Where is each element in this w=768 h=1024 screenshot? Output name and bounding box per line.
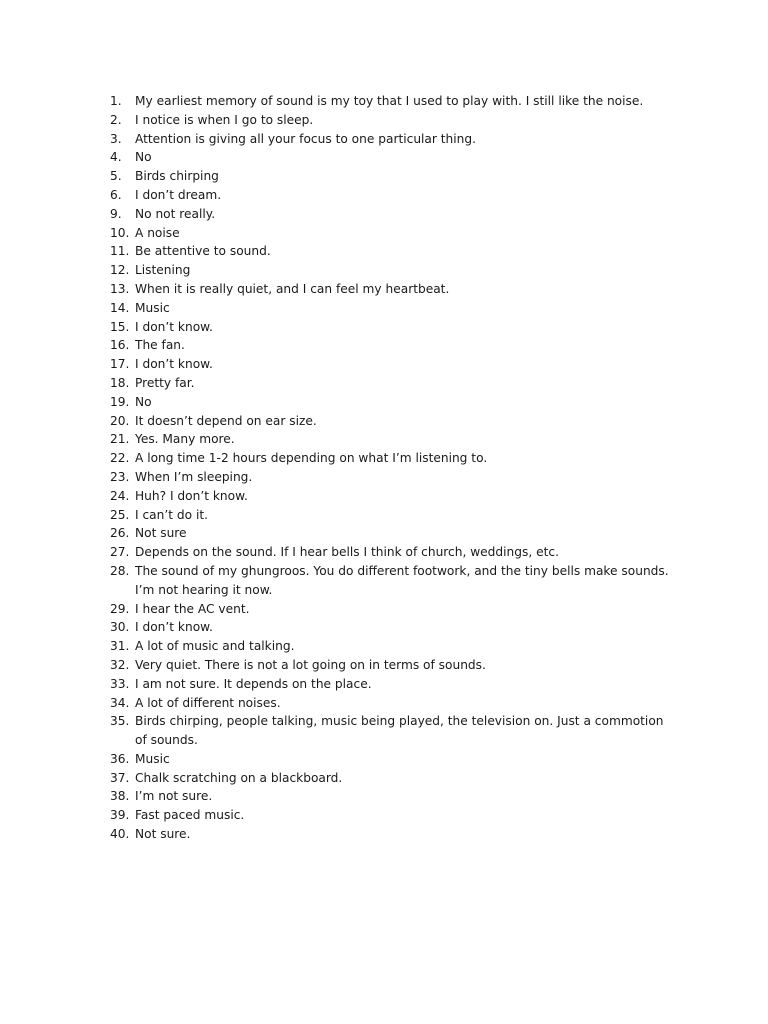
item-text: I hear the AC vent. bbox=[135, 601, 250, 616]
list-item bbox=[110, 261, 670, 280]
item-number: 20. bbox=[110, 413, 130, 428]
item-text: Attention is giving all your focus to one particular thing. bbox=[135, 131, 477, 146]
list-item bbox=[110, 412, 670, 431]
list-item bbox=[110, 205, 670, 224]
list-item bbox=[110, 712, 670, 750]
item-number: 6. bbox=[110, 187, 122, 202]
item-text: I notice is when I go to sleep. bbox=[135, 112, 314, 127]
item-number: 10. bbox=[110, 225, 130, 240]
list-item bbox=[110, 618, 670, 637]
item-number: 26. bbox=[110, 526, 130, 541]
item-number: 30. bbox=[110, 620, 130, 635]
list-item bbox=[110, 355, 670, 374]
item-text: No not really. bbox=[135, 206, 216, 221]
item-number: 16. bbox=[110, 338, 130, 353]
list-item bbox=[110, 600, 670, 619]
item-text: Not sure. bbox=[135, 827, 191, 842]
item-text: Very quiet. There is not a lot going on in terms of sounds. bbox=[135, 657, 486, 672]
answer-list bbox=[110, 92, 670, 844]
item-text: I don’t know. bbox=[135, 319, 213, 334]
list-item bbox=[110, 299, 670, 318]
item-number: 34. bbox=[110, 695, 130, 710]
list-item bbox=[110, 449, 670, 468]
item-number: 38. bbox=[110, 789, 130, 804]
item-number: 1. bbox=[110, 94, 122, 108]
item-text: Pretty far. bbox=[135, 375, 195, 390]
list-item bbox=[110, 318, 670, 337]
list-item bbox=[110, 487, 670, 506]
item-text: I don’t know. bbox=[135, 620, 213, 635]
item-number: 15. bbox=[110, 319, 130, 334]
item-number: 9. bbox=[110, 206, 122, 221]
item-text: A long time 1-2 hours depending on what I’m listening to. bbox=[135, 451, 488, 466]
list-item bbox=[110, 92, 670, 111]
list-item bbox=[110, 280, 670, 299]
list-item bbox=[110, 543, 670, 562]
item-number: 33. bbox=[110, 676, 130, 691]
item-text: I don’t know. bbox=[135, 357, 213, 372]
item-text: A lot of different noises. bbox=[135, 695, 281, 710]
item-text: Yes. Many more. bbox=[135, 432, 235, 447]
item-number: 35. bbox=[110, 714, 130, 729]
list-item bbox=[110, 750, 670, 769]
item-text: I am not sure. It depends on the place. bbox=[135, 676, 372, 691]
item-number: 12. bbox=[110, 263, 130, 278]
item-number: 21. bbox=[110, 432, 130, 447]
item-number: 36. bbox=[110, 751, 130, 766]
item-number: 37. bbox=[110, 770, 130, 785]
item-number: 24. bbox=[110, 488, 130, 503]
list-item bbox=[110, 374, 670, 393]
item-text: No bbox=[135, 150, 152, 165]
item-number: 4. bbox=[110, 150, 122, 165]
item-text: Not sure bbox=[135, 526, 187, 541]
list-item bbox=[110, 242, 670, 261]
item-text: Depends on the sound. If I hear bells I think of church, weddings, etc. bbox=[135, 545, 559, 560]
list-item bbox=[110, 806, 670, 825]
item-text: When I’m sleeping. bbox=[135, 469, 253, 484]
item-number: 32. bbox=[110, 657, 130, 672]
item-text: The fan. bbox=[135, 338, 185, 353]
item-number: 25. bbox=[110, 507, 130, 522]
item-number: 14. bbox=[110, 300, 130, 315]
item-text: The sound of my ghungroos. You do different footwork, and the tiny bells make sounds. I’m not hearing it now. bbox=[135, 563, 669, 597]
list-item bbox=[110, 148, 670, 167]
list-item bbox=[110, 694, 670, 713]
item-number: 17. bbox=[110, 357, 130, 372]
list-item bbox=[110, 656, 670, 675]
list-item bbox=[110, 675, 670, 694]
list-item bbox=[110, 186, 670, 205]
list-item bbox=[110, 130, 670, 149]
item-number: 18. bbox=[110, 375, 130, 390]
item-text: I don’t dream. bbox=[135, 187, 222, 202]
list-item bbox=[110, 524, 670, 543]
list-item bbox=[110, 393, 670, 412]
item-text: A noise bbox=[135, 225, 180, 240]
item-number: 40. bbox=[110, 827, 130, 842]
item-text: Huh? I don’t know. bbox=[135, 488, 248, 503]
list-item bbox=[110, 224, 670, 243]
item-text: Music bbox=[135, 751, 170, 766]
item-text: My earliest memory of sound is my toy that I used to play with. I still like the noise. bbox=[135, 94, 644, 108]
item-number: 22. bbox=[110, 451, 130, 466]
list-item bbox=[110, 468, 670, 487]
item-text: Birds chirping, people talking, music being played, the television on. Just a commotion of sounds. bbox=[135, 714, 664, 748]
item-text: A lot of music and talking. bbox=[135, 639, 295, 654]
item-text: It doesn’t depend on ear size. bbox=[135, 413, 317, 428]
item-number: 39. bbox=[110, 808, 130, 823]
item-number: 3. bbox=[110, 131, 122, 146]
list-item bbox=[110, 167, 670, 186]
item-number: 2. bbox=[110, 112, 122, 127]
item-text: Music bbox=[135, 300, 170, 315]
item-text: Chalk scratching on a blackboard. bbox=[135, 770, 343, 785]
item-number: 31. bbox=[110, 639, 130, 654]
list-item bbox=[110, 430, 670, 449]
item-number: 29. bbox=[110, 601, 130, 616]
list-item bbox=[110, 111, 670, 130]
item-text: Birds chirping bbox=[135, 169, 219, 184]
list-item bbox=[110, 769, 670, 788]
item-number: 19. bbox=[110, 394, 130, 409]
item-number: 13. bbox=[110, 281, 130, 296]
item-number: 27. bbox=[110, 545, 130, 560]
item-number: 23. bbox=[110, 469, 130, 484]
list-item bbox=[110, 787, 670, 806]
item-text: Fast paced music. bbox=[135, 808, 245, 823]
item-number: 28. bbox=[110, 563, 130, 578]
item-text: Be attentive to sound. bbox=[135, 244, 271, 259]
list-item bbox=[110, 336, 670, 355]
item-number: 5. bbox=[110, 169, 122, 184]
item-number: 11. bbox=[110, 244, 130, 259]
item-text: When it is really quiet, and I can feel my heartbeat. bbox=[135, 281, 450, 296]
item-text: Listening bbox=[135, 263, 191, 278]
list-item bbox=[110, 637, 670, 656]
list-item bbox=[110, 825, 670, 844]
list-item bbox=[110, 562, 670, 600]
item-text: I can’t do it. bbox=[135, 507, 208, 522]
list-item bbox=[110, 506, 670, 525]
item-text: I’m not sure. bbox=[135, 789, 213, 804]
item-text: No bbox=[135, 394, 152, 409]
